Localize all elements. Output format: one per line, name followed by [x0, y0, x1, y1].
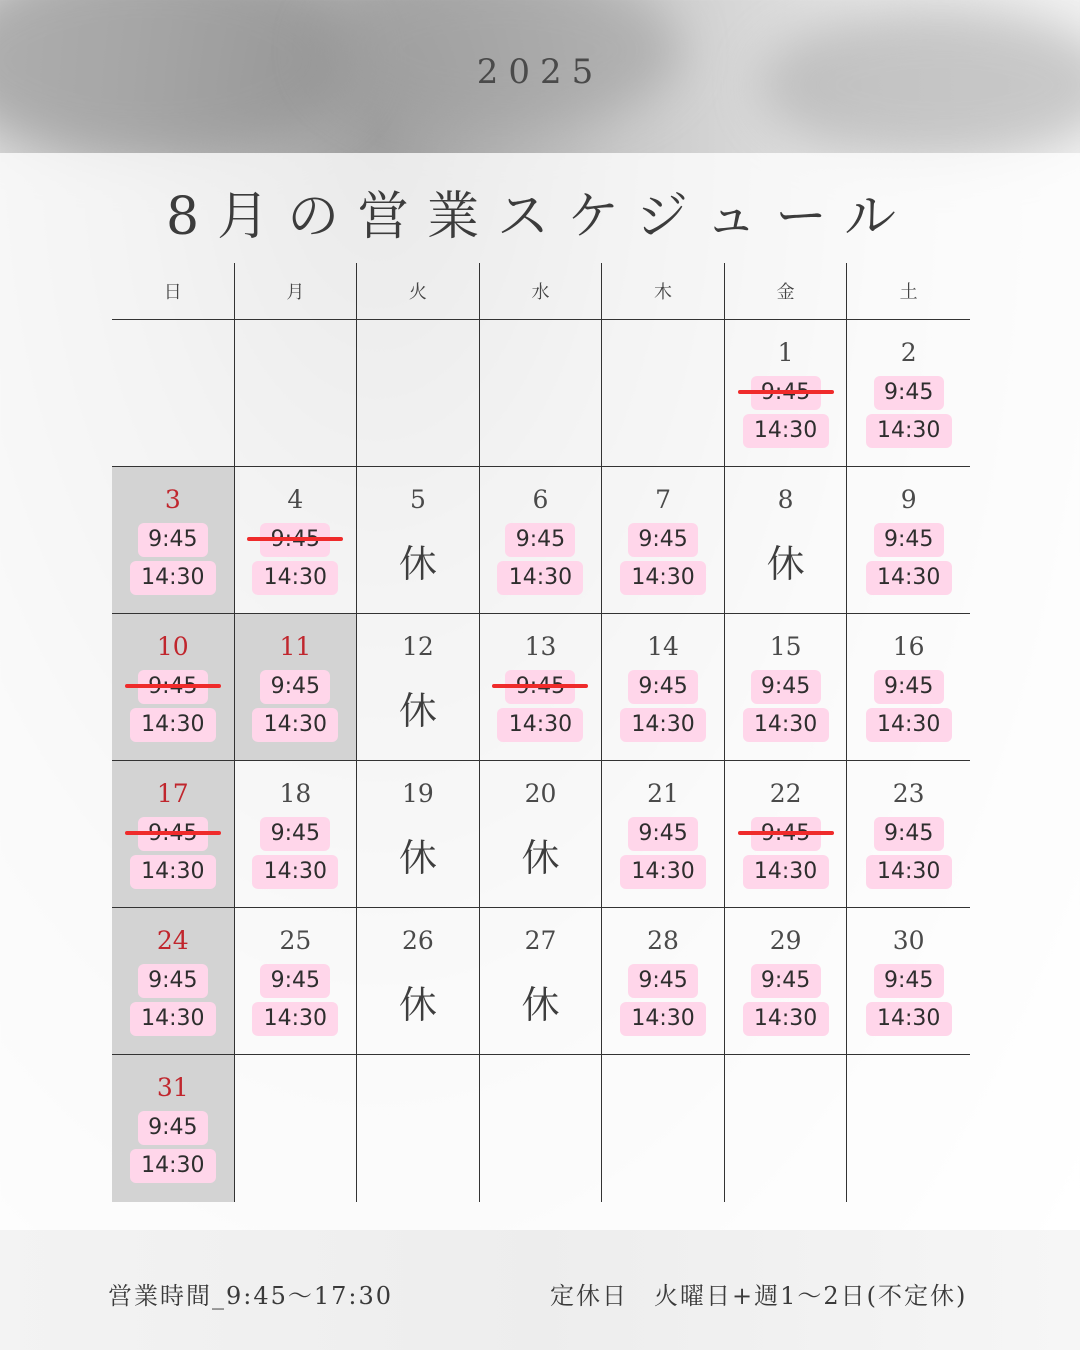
empty-cell — [725, 1055, 848, 1202]
day-number: 19 — [402, 779, 434, 808]
day-number: 8 — [777, 485, 794, 514]
time-slot-text: 9:45 — [148, 527, 198, 552]
day-cell — [847, 320, 970, 467]
weekday-header: 月 — [235, 263, 358, 320]
time-slot-text: 14:30 — [631, 859, 695, 884]
time-slot-text: 14:30 — [876, 859, 941, 884]
weekday-header: 木 — [602, 263, 725, 320]
day-cell — [112, 908, 235, 1055]
time-slot-afternoon — [743, 708, 829, 742]
day-number: 4 — [287, 485, 304, 514]
closed-mark: 休 — [398, 836, 437, 880]
empty-cell — [235, 1055, 358, 1202]
time-slot-morning — [751, 817, 821, 851]
time-slot-morning — [751, 670, 821, 704]
day-number: 16 — [892, 632, 925, 661]
day-cell — [602, 908, 725, 1055]
day-number: 20 — [524, 779, 557, 808]
day-cell — [847, 761, 970, 908]
time-slots — [480, 523, 602, 595]
day-cell — [725, 320, 848, 467]
time-slot-afternoon — [620, 1002, 706, 1036]
day-cell — [235, 908, 358, 1055]
time-slot-afternoon — [743, 1002, 829, 1036]
strikethrough-line — [738, 831, 834, 835]
day-number: 22 — [769, 779, 802, 808]
time-slot-afternoon — [130, 1149, 216, 1183]
time-slot-text: 9:45 — [270, 674, 321, 699]
page-title: 8月の営業スケジュール — [166, 187, 914, 247]
time-slot-morning — [138, 1111, 208, 1145]
day-cell — [480, 761, 603, 908]
time-slots — [480, 670, 602, 742]
time-slot-text: 14:30 — [876, 1006, 941, 1031]
closed-mark: 休 — [521, 983, 560, 1027]
strikethrough-line — [247, 537, 343, 541]
time-slot-text: 14:30 — [263, 712, 328, 737]
weekday-header: 火 — [357, 263, 480, 320]
closed-mark: 休 — [521, 836, 560, 880]
day-cell — [357, 614, 480, 761]
business-hours: 営業時間_9:45〜17:30 — [108, 1282, 394, 1310]
day-cell — [235, 467, 358, 614]
day-cell — [725, 467, 848, 614]
time-slots — [725, 817, 847, 889]
time-slot-morning — [138, 670, 208, 704]
time-slot-afternoon — [866, 414, 952, 448]
time-slot-afternoon — [252, 855, 338, 889]
day-cell — [480, 614, 603, 761]
time-slot-afternoon — [743, 855, 829, 889]
time-slots — [847, 817, 970, 889]
time-slot-morning — [260, 670, 330, 704]
day-number: 10 — [156, 632, 189, 661]
time-slot-text: 14:30 — [141, 1006, 205, 1031]
time-slot-afternoon — [866, 1002, 952, 1036]
time-slot-morning — [505, 523, 575, 557]
day-cell — [112, 761, 235, 908]
time-slots — [235, 817, 357, 889]
time-slot-text: 14:30 — [508, 565, 573, 590]
day-number: 12 — [402, 632, 434, 661]
weekday-header: 金 — [725, 263, 848, 320]
empty-cell — [357, 320, 480, 467]
time-slot-afternoon — [252, 1002, 338, 1036]
time-slot-morning — [874, 376, 944, 410]
empty-cell — [235, 320, 358, 467]
time-slots — [112, 964, 234, 1036]
time-slot-text: 9:45 — [638, 968, 688, 993]
time-slot-morning — [874, 523, 944, 557]
day-cell — [357, 908, 480, 1055]
day-number: 15 — [769, 632, 802, 661]
day-number: 9 — [900, 485, 917, 514]
time-slot-afternoon — [130, 561, 216, 595]
strikethrough-line — [125, 684, 221, 688]
strikethrough-line — [738, 390, 834, 394]
time-slot-text: 14:30 — [508, 712, 573, 737]
time-slot-text: 9:45 — [883, 821, 934, 846]
time-slots — [725, 964, 847, 1036]
time-slots — [847, 376, 970, 448]
day-number: 31 — [156, 1073, 189, 1102]
empty-cell — [480, 1055, 603, 1202]
day-cell — [725, 761, 848, 908]
day-number: 18 — [279, 779, 312, 808]
time-slot-morning — [628, 817, 698, 851]
time-slot-text: 14:30 — [753, 712, 818, 737]
time-slot-text: 14:30 — [631, 712, 695, 737]
time-slots — [112, 670, 234, 742]
day-number: 23 — [892, 779, 925, 808]
time-slot-text: 14:30 — [631, 1006, 695, 1031]
time-slot-text: 9:45 — [638, 674, 688, 699]
time-slot-morning — [628, 964, 698, 998]
day-cell — [725, 614, 848, 761]
day-number: 24 — [156, 926, 189, 955]
day-cell — [235, 614, 358, 761]
time-slot-afternoon — [130, 708, 216, 742]
day-cell — [112, 467, 235, 614]
day-cell — [602, 614, 725, 761]
time-slot-text: 14:30 — [753, 418, 818, 443]
year-label: 2025 — [476, 52, 604, 92]
day-number: 7 — [655, 485, 671, 514]
closed-mark: 休 — [398, 983, 437, 1027]
day-number: 26 — [402, 926, 434, 955]
time-slot-text: 9:45 — [883, 380, 934, 405]
day-number: 1 — [777, 338, 794, 367]
day-number: 25 — [279, 926, 312, 955]
time-slot-afternoon — [866, 855, 952, 889]
day-cell — [847, 614, 970, 761]
time-slot-text: 14:30 — [631, 565, 695, 590]
weekday-header: 日 — [112, 263, 235, 320]
time-slot-text: 14:30 — [876, 418, 941, 443]
time-slot-text: 14:30 — [876, 565, 941, 590]
day-cell — [480, 467, 603, 614]
day-number: 28 — [647, 926, 679, 955]
strikethrough-line — [125, 831, 221, 835]
time-slot-morning — [138, 523, 208, 557]
time-slots — [602, 817, 724, 889]
time-slot-text: 9:45 — [883, 527, 934, 552]
time-slot-afternoon — [620, 561, 706, 595]
empty-cell — [112, 320, 235, 467]
closed-mark: 休 — [398, 689, 437, 733]
time-slot-afternoon — [252, 561, 338, 595]
day-number: 6 — [532, 485, 549, 514]
day-number: 29 — [769, 926, 802, 955]
time-slot-text: 9:45 — [638, 821, 688, 846]
time-slots — [602, 670, 724, 742]
time-slots — [112, 1111, 234, 1183]
time-slots — [847, 523, 970, 595]
time-slot-afternoon — [620, 855, 706, 889]
time-slot-morning — [260, 523, 330, 557]
time-slot-morning — [751, 964, 821, 998]
day-cell — [480, 908, 603, 1055]
time-slot-text: 9:45 — [148, 1115, 198, 1140]
time-slot-text: 9:45 — [883, 968, 934, 993]
day-number: 14 — [647, 632, 679, 661]
closed-mark: 休 — [766, 542, 805, 586]
time-slot-morning — [874, 670, 944, 704]
time-slot-text: 9:45 — [270, 968, 321, 993]
day-number: 30 — [892, 926, 925, 955]
time-slot-text: 14:30 — [753, 859, 818, 884]
time-slot-morning — [505, 670, 575, 704]
empty-cell — [847, 1055, 970, 1202]
day-cell — [357, 761, 480, 908]
time-slots — [235, 964, 357, 1036]
time-slot-text: 14:30 — [263, 859, 328, 884]
time-slot-morning — [628, 670, 698, 704]
time-slot-text: 9:45 — [883, 674, 934, 699]
time-slots — [235, 670, 357, 742]
time-slot-afternoon — [743, 414, 829, 448]
day-number: 17 — [156, 779, 189, 808]
regular-holiday: 定休日 火曜日+週1〜2日(不定休) — [550, 1282, 968, 1310]
day-cell — [725, 908, 848, 1055]
day-cell — [602, 761, 725, 908]
time-slot-text: 9:45 — [760, 674, 811, 699]
time-slot-afternoon — [866, 708, 952, 742]
weekday-header: 土 — [847, 263, 970, 320]
day-number: 3 — [164, 485, 181, 514]
day-number: 13 — [524, 632, 557, 661]
time-slots — [847, 670, 970, 742]
time-slots — [602, 523, 724, 595]
empty-cell — [602, 320, 725, 467]
time-slot-afternoon — [866, 561, 952, 595]
day-cell — [602, 467, 725, 614]
time-slots — [112, 817, 234, 889]
time-slot-morning — [874, 964, 944, 998]
day-cell — [847, 467, 970, 614]
time-slot-text: 14:30 — [753, 1006, 818, 1031]
empty-cell — [480, 320, 603, 467]
time-slot-afternoon — [497, 708, 583, 742]
time-slot-text: 14:30 — [263, 565, 328, 590]
time-slot-text: 14:30 — [141, 565, 205, 590]
time-slots — [112, 523, 234, 595]
time-slot-afternoon — [497, 561, 583, 595]
day-cell — [112, 614, 235, 761]
time-slots — [602, 964, 724, 1036]
time-slot-text: 9:45 — [515, 527, 566, 552]
empty-cell — [602, 1055, 725, 1202]
time-slot-text: 9:45 — [148, 968, 198, 993]
time-slot-text: 9:45 — [760, 968, 811, 993]
day-cell — [847, 908, 970, 1055]
weekday-header: 水 — [480, 263, 603, 320]
day-cell — [235, 761, 358, 908]
strikethrough-line — [492, 684, 588, 688]
time-slots — [235, 523, 357, 595]
day-number: 11 — [279, 632, 312, 661]
empty-cell — [357, 1055, 480, 1202]
closed-mark: 休 — [398, 542, 437, 586]
time-slot-morning — [138, 964, 208, 998]
time-slot-afternoon — [252, 708, 338, 742]
day-number: 2 — [900, 338, 917, 367]
time-slots — [847, 964, 970, 1036]
day-cell — [112, 1055, 235, 1202]
time-slot-text: 14:30 — [141, 859, 205, 884]
day-number: 21 — [647, 779, 679, 808]
time-slot-text: 14:30 — [141, 712, 205, 737]
time-slot-morning — [751, 376, 821, 410]
day-cell — [357, 467, 480, 614]
time-slots — [725, 376, 847, 448]
time-slot-text: 9:45 — [270, 821, 321, 846]
time-slot-morning — [628, 523, 698, 557]
time-slot-morning — [138, 817, 208, 851]
day-number: 27 — [524, 926, 557, 955]
time-slot-afternoon — [130, 855, 216, 889]
time-slot-afternoon — [620, 708, 706, 742]
time-slot-afternoon — [130, 1002, 216, 1036]
day-number: 5 — [409, 485, 426, 514]
time-slot-text: 14:30 — [876, 712, 941, 737]
time-slots — [725, 670, 847, 742]
calendar-grid — [112, 263, 970, 1202]
time-slot-morning — [260, 817, 330, 851]
time-slot-text: 14:30 — [141, 1153, 205, 1178]
time-slot-morning — [874, 817, 944, 851]
time-slot-text: 14:30 — [263, 1006, 328, 1031]
time-slot-morning — [260, 964, 330, 998]
time-slot-text: 9:45 — [638, 527, 688, 552]
